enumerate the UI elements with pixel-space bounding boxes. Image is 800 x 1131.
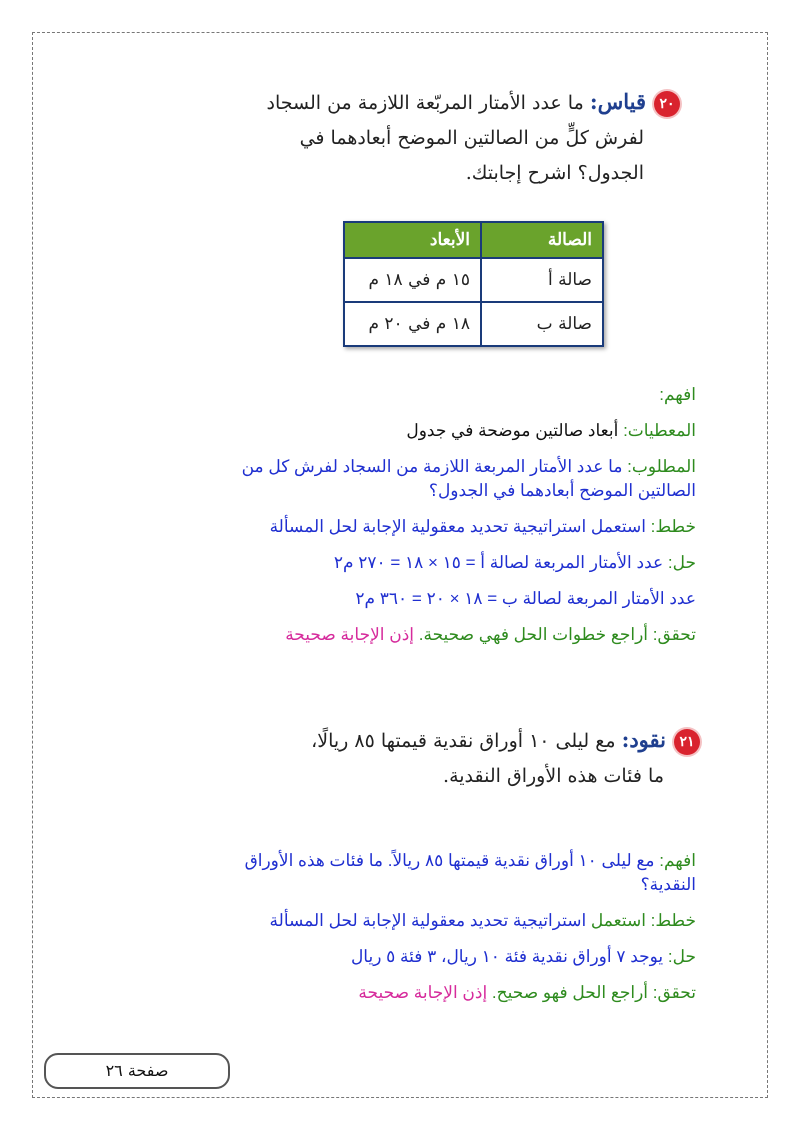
understand-label: افهم: xyxy=(659,851,696,870)
table-header-dimensions: الأبعاد xyxy=(344,222,481,258)
table-row xyxy=(344,302,603,346)
problem-20-line-3: الجدول؟ اشرح إجابتك. xyxy=(465,162,644,184)
plan-line xyxy=(96,515,696,539)
solve-line-1 xyxy=(96,551,696,575)
problem-20-line-1 xyxy=(260,84,680,121)
solve-label: حل: xyxy=(667,553,696,572)
solve-label: حل: xyxy=(667,947,696,966)
problem-20-statement xyxy=(260,84,680,191)
required-text-cont: الصالتين الموضح أبعادهما في الجدول؟ xyxy=(428,481,696,500)
givens-text: أبعاد صالتين موضحة في جدول xyxy=(406,421,619,440)
problem-21-line-1 xyxy=(140,722,700,759)
problem-keyword: نقود: xyxy=(621,727,666,752)
table-header-hall: الصالة xyxy=(481,222,603,258)
required-label: المطلوب: xyxy=(627,457,696,476)
table-cell-hall: صالة أ xyxy=(481,258,603,302)
givens-label: المعطيات: xyxy=(623,421,696,440)
givens-line xyxy=(96,419,696,443)
plan-text: استعمل استراتيجية تحديد معقولية الإجابة لحل المسألة xyxy=(269,517,646,536)
solve-text: عدد الأمتار المربعة لصالة أ = ١٥ × ١٨ = ٢٧٠ م٢ xyxy=(333,553,664,572)
page-number-label: صفحة ٢٦ xyxy=(44,1053,230,1089)
check-conclusion: إذن الإجابة صحيحة xyxy=(358,983,488,1002)
solution-20 xyxy=(96,383,696,647)
understand-line xyxy=(96,849,696,897)
check-label: تحقق: xyxy=(652,625,696,644)
solution-21 xyxy=(96,849,696,1005)
problem-number-badge: ٢٠ xyxy=(654,91,680,117)
problem-keyword: قياس: xyxy=(589,89,646,114)
table-row xyxy=(344,258,603,302)
problem-21-line-2: ما فئات هذه الأوراق النقدية. xyxy=(443,765,664,787)
plan-label: خطط: xyxy=(650,517,696,536)
table-cell-dimensions: ١٥ م في ١٨ م xyxy=(344,258,481,302)
problem-20-line-2: لفرش كلٍّ من الصالتين الموضح أبعادهما في xyxy=(299,127,644,149)
check-label: تحقق: xyxy=(652,983,696,1002)
dimensions-table-wrapper xyxy=(343,221,604,347)
table-cell-hall: صالة ب xyxy=(481,302,603,346)
problem-number-badge: ٢١ xyxy=(674,729,700,755)
solve-text: يوجد ٧ أوراق نقدية فئة ١٠ ريال، ٣ فئة ٥ ريال xyxy=(350,947,664,966)
understand-label: افهم: xyxy=(659,385,696,404)
plan-label: خطط: xyxy=(650,911,696,930)
plan-text-cont: استراتيجية تحديد معقولية الإجابة لحل المسألة xyxy=(269,911,587,930)
solve-line xyxy=(96,945,696,969)
check-text: أراجع خطوات الحل فهي صحيحة. xyxy=(418,625,649,644)
check-line xyxy=(96,623,696,647)
check-text: أراجع الحل فهو صحيح. xyxy=(491,983,649,1002)
understand-text-cont: النقدية؟ xyxy=(640,875,696,894)
required-line xyxy=(96,455,696,503)
table-header-row xyxy=(344,222,603,258)
check-line xyxy=(96,981,696,1005)
understand-text: مع ليلى ١٠ أوراق نقدية قيمتها ٨٥ ريالاً. ما فئات هذه الأوراق xyxy=(244,851,655,870)
dimensions-table xyxy=(343,221,604,347)
required-text: ما عدد الأمتار المربعة اللازمة من السجاد لفرش كل من xyxy=(241,457,623,476)
plan-line xyxy=(96,909,696,933)
table-cell-dimensions: ١٨ م في ٢٠ م xyxy=(344,302,481,346)
problem-text: مع ليلى ١٠ أوراق نقدية قيمتها ٨٥ ريالًا، xyxy=(311,730,616,752)
solve-line-2: عدد الأمتار المربعة لصالة ب = ١٨ × ٢٠ = ٣٦٠ م٢ xyxy=(355,589,696,608)
plan-text: استعمل xyxy=(590,911,646,930)
check-conclusion: إذن الإجابة صحيحة xyxy=(285,625,414,644)
problem-text: ما عدد الأمتار المربّعة اللازمة من السجاد xyxy=(266,92,584,114)
problem-21-statement xyxy=(140,722,700,794)
